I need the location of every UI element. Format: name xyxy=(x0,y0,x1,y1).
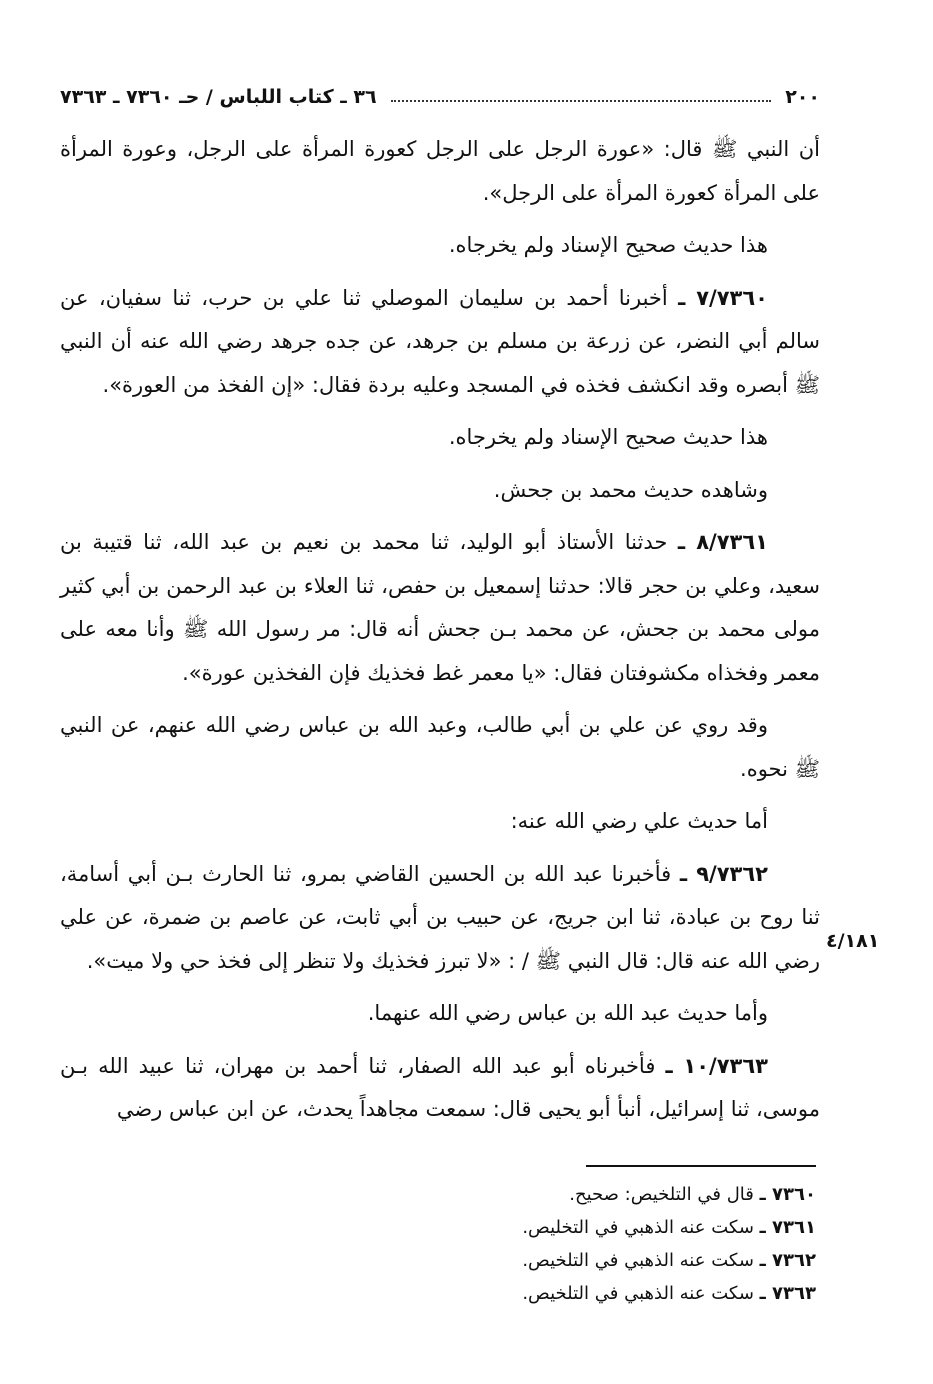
header-leader-dots xyxy=(391,100,772,102)
paragraph: هذا حديث صحيح الإسناد ولم يخرجاه. xyxy=(448,233,768,257)
paragraph: هذا حديث صحيح الإسناد ولم يخرجاه. xyxy=(448,425,768,449)
footnote-text: سكت عنه الذهبي في التلخيص. xyxy=(522,1283,760,1304)
paragraph: وقد روي عن علي بن أبي طالب، وعبد الله بن عباس رضي الله عنهم، عن النبي ﷺ نحوه. xyxy=(60,713,820,781)
main-text xyxy=(60,128,820,1141)
paragraph: أن النبي ﷺ قال: «عورة الرجل على الرجل كعورة المرأة على الرجل، وعورة المرأة على المرأة كعورة المرأة على الرجل». xyxy=(60,137,820,205)
footnote-number: ٧٣٦١ ـ xyxy=(759,1217,816,1238)
hadith-paragraph xyxy=(60,521,820,695)
footnote-text: سكت عنه الذهبي في التلخيص. xyxy=(522,1250,760,1271)
footnote xyxy=(60,1178,816,1211)
page-header xyxy=(60,80,820,114)
hadith-paragraph xyxy=(60,1045,820,1132)
hadith-text: أخبرنا أحمد بن سليمان الموصلي ثنا علي بن حرب، ثنا سفيان، عن سالم أبي النضر، عن زرعة بن مسلم بن جرهد، عن جده جرهد رضي الله عنه أن النبي ﷺ أبصره وقد انكشف فخذه في المسجد وعليه بردة فقال: «إن الفخذ من العورة». xyxy=(60,285,820,397)
footnote-separator xyxy=(586,1165,816,1167)
footnote-text: سكت عنه الذهبي في التخليص. xyxy=(522,1217,760,1238)
hadith-number: ٨/٧٣٦١ ـ xyxy=(677,530,768,554)
hadith-number: ٧/٧٣٦٠ ـ xyxy=(678,285,768,310)
page-number: ٢٠٠ xyxy=(785,86,820,108)
footnote xyxy=(60,1244,816,1277)
hadith-text: حدثنا الأستاذ أبو الوليد، ثنا محمد بن نعيم بن عبد الله، ثنا قتيبة بن سعيد، وعلي بن حجر قالا: حدثنا إسمعيل بن حفص، ثنا العلاء بن عبد الرحمن بن أبي كثير مولى محمد بن جحش، عن محمد بـن جحش أنه قال: مر رسول الله ﷺ وأنا معه على معمر وفخذاه مكشوفتان فقال: «يا معمر غط فخذيك فإن الفخذين عورة». xyxy=(60,530,820,685)
hadith-text: فأخبرنا عبد الله بن الحسين القاضي بمرو، ثنا الحارث بـن أبي أسامة، ثنا روح بن عبادة، ثنا ابن جريج، عن حبيب بن أبي ثابت، عن عاصم بن ضمرة، عن علي رضي الله عنه قال: قال النبي ﷺ / : «لا تبرز فخذيك ولا تنظر إلى فخذ حي ولا ميت». xyxy=(60,861,820,973)
paragraph: وشاهده حديث محمد بن جحش. xyxy=(493,477,768,502)
footnote-number: ٧٣٦٣ ـ xyxy=(759,1283,816,1304)
hadith-paragraph xyxy=(60,277,820,408)
paragraph: أما حديث علي رضي الله عنه: xyxy=(510,809,768,833)
hadith-paragraph xyxy=(60,853,820,984)
paragraph: وأما حديث عبد الله بن عباس رضي الله عنهما. xyxy=(367,1001,768,1025)
footnote-number: ٧٣٦٢ ـ xyxy=(759,1250,816,1271)
footnote xyxy=(60,1211,816,1244)
footnote-number: ٧٣٦٠ ـ xyxy=(759,1184,816,1205)
running-title: ٣٦ ـ كتاب اللباس / حـ ٧٣٦٠ ـ ٧٣٦٣ xyxy=(60,86,377,108)
footnotes xyxy=(60,1178,816,1310)
footnote xyxy=(60,1277,816,1310)
hadith-number: ١٠/٧٣٦٣ ـ xyxy=(665,1053,768,1078)
footnote-text: قال في التلخيص: صحيح. xyxy=(569,1184,760,1205)
hadith-text: فأخبرناه أبو عبد الله الصفار، ثنا أحمد بن مهران، ثنا عبيد الله بـن موسى، ثنا إسرائيل، أنبأ أبو يحيى قال: سمعت مجاهداً يحدث، عن ابن عباس رضي xyxy=(60,1053,820,1121)
margin-page-reference: ٤/١٨١ xyxy=(826,930,880,952)
hadith-number: ٩/٧٣٦٢ ـ xyxy=(679,861,768,886)
